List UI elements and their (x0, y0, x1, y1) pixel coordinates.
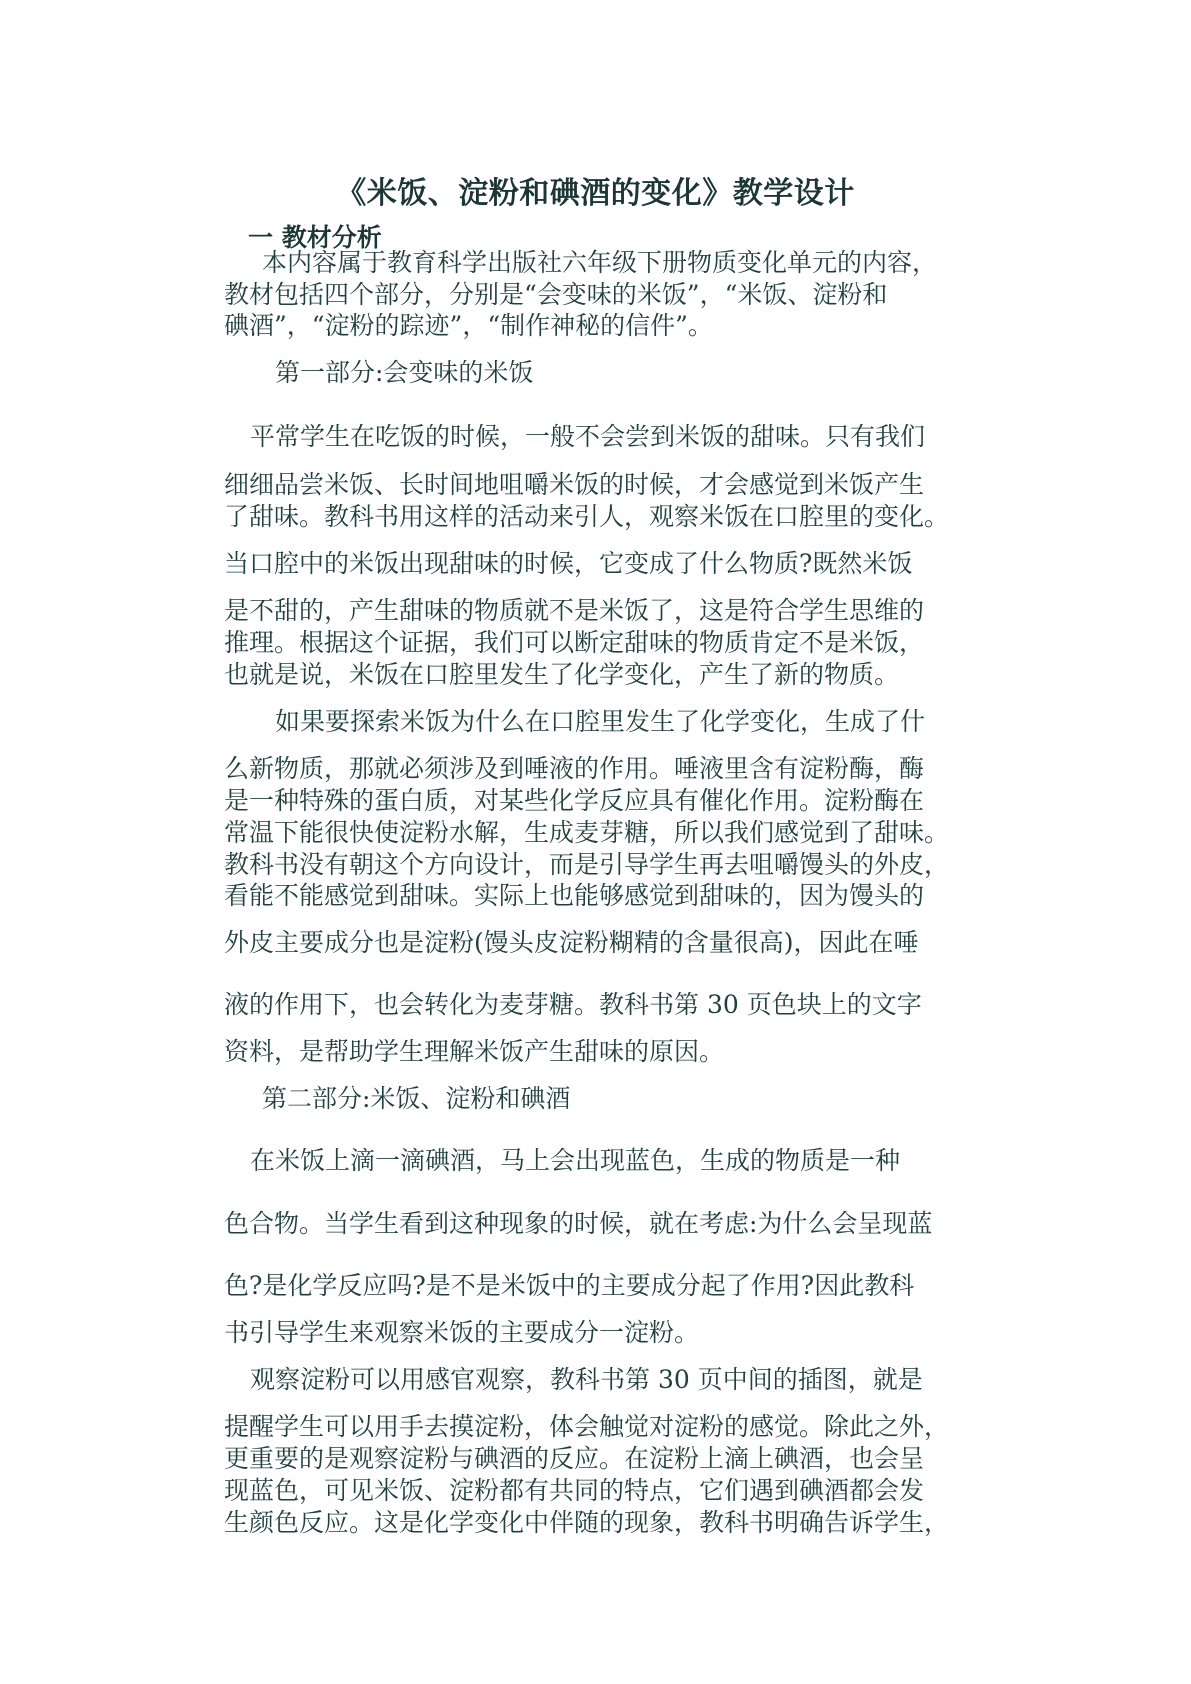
paragraph-line: 外皮主要成分也是淀粉(馒头皮淀粉糊精的含量很高)，因此在唾 (224, 928, 919, 957)
paragraph-line: 现蓝色，可见米饭、淀粉都有共同的特点，它们遇到碘酒都会发 (224, 1476, 925, 1505)
paragraph-line: 是一种特殊的蛋白质，对某些化学反应具有催化作用。淀粉酶在 (224, 786, 925, 815)
paragraph-line: 么新物质，那就必须涉及到唾液的作用。唾液里含有淀粉酶，酶 (224, 754, 925, 783)
subsection-heading: 第二部分:米饭、淀粉和碘酒 (262, 1084, 571, 1113)
paragraph-line: 本内容属于教育科学出版社六年级下册物质变化单元的内容， (262, 248, 938, 277)
paragraph-line: 生颜色反应。这是化学变化中伴随的现象，教科书明确告诉学生， (224, 1508, 950, 1537)
paragraph-line: 是不甜的，产生甜味的物质就不是米饭了，这是符合学生思维的 (224, 596, 925, 625)
paragraph-line: 更重要的是观察淀粉与碘酒的反应。在淀粉上滴上碘酒，也会呈 (224, 1444, 925, 1473)
paragraph-line: 色?是化学反应吗?是不是米饭中的主要成分起了作用?因此教科 (224, 1271, 915, 1300)
paragraph-line: 了甜味。教科书用这样的活动来引人，观察米饭在口腔里的变化。 (224, 502, 950, 531)
paragraph-line: 在米饭上滴一滴碘酒，马上会出现蓝色，生成的物质是一种 (250, 1146, 901, 1175)
paragraph-line: 如果要探索米饭为什么在口腔里发生了化学变化，生成了什 (275, 707, 926, 736)
paragraph-line: 书引导学生来观察米饭的主要成分一淀粉。 (224, 1318, 700, 1347)
paragraph-line: 碘酒”，“淀粉的踪迹”，“制作神秘的信件”。 (224, 311, 713, 340)
paragraph-line: 平常学生在吃饭的时候，一般不会尝到米饭的甜味。只有我们 (250, 422, 926, 451)
paragraph-line: 教材包括四个部分，分别是“会变味的米饭”，“米饭、淀粉和 (224, 280, 888, 309)
paragraph-line: 细细品尝米饭、长时间地咀嚼米饭的时候，才会感觉到米饭产生 (224, 470, 925, 499)
paragraph-line: 教科书没有朝这个方向设计，而是引导学生再去咀嚼馒头的外皮， (224, 850, 950, 879)
paragraph-line: 提醒学生可以用手去摸淀粉，体会触觉对淀粉的感觉。除此之外， (224, 1412, 950, 1441)
paragraph-line: 液的作用下，也会转化为麦芽糖。教科书第 30 页色块上的文字 (224, 990, 922, 1019)
paragraph-line: 也就是说，米饭在口腔里发生了化学变化，产生了新的物质。 (224, 660, 900, 689)
paragraph-line: 推理。根据这个证据，我们可以断定甜味的物质肯定不是米饭， (224, 628, 925, 657)
paragraph-line: 观察淀粉可以用感官观察，教科书第 30 页中间的插图，就是 (250, 1365, 923, 1394)
document-title: 《米饭、淀粉和碘酒的变化》教学设计 (336, 176, 855, 211)
paragraph-line: 常温下能很快使淀粉水解，生成麦芽糖，所以我们感觉到了甜味。 (224, 818, 950, 847)
paragraph-line: 当口腔中的米饭出现甜味的时候，它变成了什么物质?既然米饭 (224, 549, 913, 578)
section-heading: 一 教材分析 (248, 223, 382, 252)
subsection-heading: 第一部分:会变味的米饭 (275, 358, 534, 387)
paragraph-line: 资料，是帮助学生理解米饭产生甜味的原因。 (224, 1037, 725, 1066)
paragraph-line: 色合物。当学生看到这种现象的时候，就在考虑:为什么会呈现蓝 (224, 1209, 933, 1238)
paragraph-line: 看能不能感觉到甜味。实际上也能够感觉到甜味的，因为馒头的 (224, 881, 925, 910)
